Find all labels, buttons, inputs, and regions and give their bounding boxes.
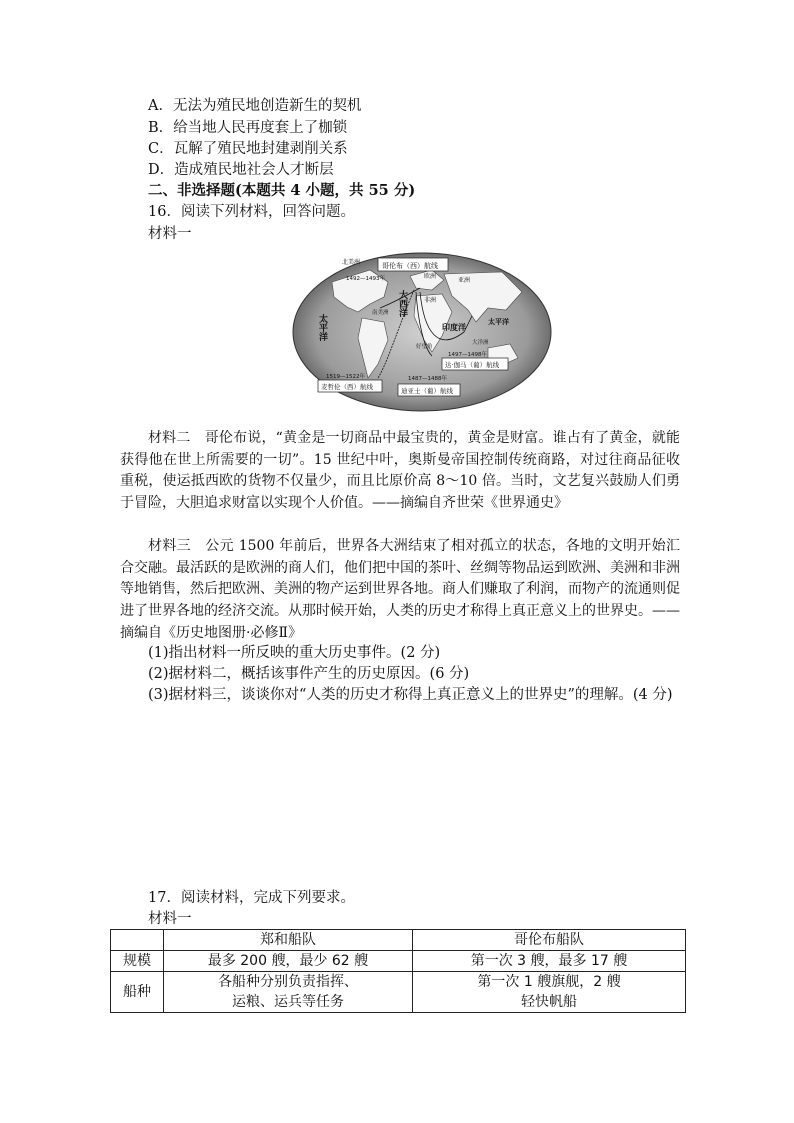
table-header-cell: 哥伦布船队 [413,930,686,951]
q16-sub2: (2)据材料二，概括该事件产生的历史原因。(6 分) [148,666,470,682]
q16-stem: 16．阅读下列材料，回答问题。 [148,204,355,220]
label-pacific-right: 太平洋 [488,318,509,326]
q16-sub3: (3)据材料三，谈谈你对“人类的历史才称得上真正意义上的世界史”的理解。(4 分) [148,687,673,703]
table-cell: 最多 200 艘，最少 62 艘 [164,951,413,972]
label-gama-years: 1497—1498年 [448,352,487,358]
label-atlantic: 大西洋 [397,290,407,317]
option-a: A．无法为殖民地创造新生的契机 [148,98,362,114]
table-cell: 第一次 3 艘，最多 17 艘 [413,951,686,972]
label-columbus-years: 1492—1493年 [346,276,385,282]
label-south-america: 南美洲 [372,310,389,316]
label-oceania: 大洋洲 [472,340,489,346]
label-cape: 好望角 [416,344,433,350]
section-title: 二、非选择题(本题共 4 小题，共 55 分) [148,182,416,199]
table-row [111,972,686,1013]
q16-sub1: (1)指出材料一所反映的重大历史事件。(2 分) [148,645,441,661]
table-header-row [111,930,686,951]
table-cell: 船种 [111,972,164,1013]
q16-material2: 材料二 哥伦布说，“黄金是一切商品中最宝贵的，黄金是财富。谁占有了黄金，就能获得他在世上所需要的一切”。15 世纪中叶，奥斯曼帝国控制传统商路，对过往商品征收重税，使运抵西欧的货物不仅量少，而且比原价高 8～10 倍。当时，文艺复兴鼓励人们勇于冒险，大胆追求财富以实现个人价值。——摘编自齐世荣《世界通史》 [120,430,680,512]
option-d: D．造成殖民地社会人才断层 [148,162,334,178]
q17-material1-label: 材料一 [148,911,192,927]
label-dias: 迪亚士（葡）航线 [401,387,453,395]
label-north-america: 北美洲 [342,259,361,266]
table-row [111,951,686,972]
q16-material3: 材料三 公元 1500 年前后，世界各大洲结束了相对孤立的状态，各地的文明开始汇合交融。最活跃的是欧洲的商人们，他们把中国的茶叶、丝绸等物品运到欧洲、美洲和非洲等地销售，然后把欧洲、美洲的物产运到世界各地。商人们赚取了利润，而物产的流通则促进了世界各地的经济交流。从那时候开始，人类的历史才称得上真正意义上的世界史。——摘编自《历史地图册·必修Ⅱ》 [120,538,680,641]
label-indian-ocean: 印度洋 [442,323,466,332]
table-cell: 第一次 1 艘旗舰，2 艘轻快帆船 [413,972,686,1013]
table-cell: 规模 [111,951,164,972]
label-europe: 欧洲 [424,273,437,280]
world-map-voyages [292,252,552,412]
label-magellan: 麦哲伦（西）航线 [321,383,373,391]
label-gama: 达·伽马（葡）航线 [445,361,500,369]
table-header-cell: 郑和船队 [164,930,413,951]
q17-stem: 17．阅读材料，完成下列要求。 [148,890,355,906]
label-pacific-left: 太平洋 [317,314,327,341]
label-magellan-years: 1519—1522年 [326,374,365,380]
q16-material1-label: 材料一 [148,226,192,242]
label-africa: 非洲 [424,297,437,304]
option-b: B．给当地人民再度套上了枷锁 [148,120,348,136]
table-cell: 各船种分别负责指挥、运粮、运兵等任务 [164,972,413,1013]
label-dias-years: 1487—1488年 [408,376,447,382]
fleet-comparison-table [110,929,686,1013]
label-asia: 亚洲 [458,277,471,284]
option-c: C．瓦解了殖民地封建剥削关系 [148,141,348,157]
table-header-cell [111,930,164,951]
label-columbus: 哥伦布（西）航线 [382,262,438,270]
